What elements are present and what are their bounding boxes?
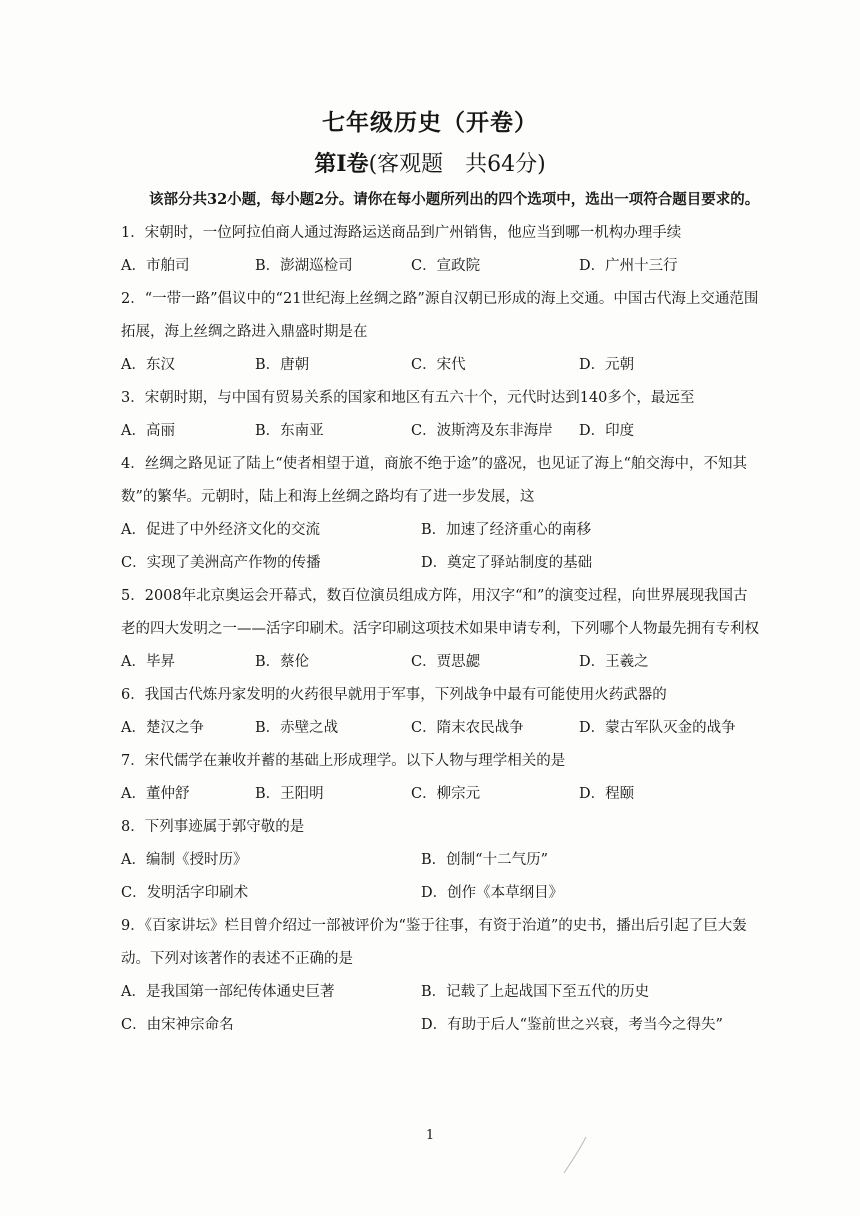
option-c: C．贾思勰 [411,654,481,670]
page-number: 1 [425,1128,435,1143]
option-b: B．东南亚 [255,423,324,439]
question-options [121,514,761,580]
option-d: D．元朝 [579,357,635,373]
option-b: B．王阳明 [255,786,324,802]
option-a: A．东汉 [121,357,175,373]
section-title [0,147,860,178]
option-a: A．编制《授时历》 [121,852,248,868]
option-d: D．蒙古军队灭金的战争 [579,720,736,736]
question-options [121,778,761,811]
option-a: A．楚汉之争 [121,720,204,736]
question-6 [121,679,761,745]
option-a: A．是我国第一部纪传体通史巨著 [121,984,335,1000]
question-1 [121,217,761,283]
option-b: B．澎湖巡检司 [255,258,353,274]
question-4 [121,448,761,580]
question-stem: 5．2008年北京奥运会开幕式，数百位演员组成方阵，用汉字“和”的演变过程，向世界展现我国古老的四大发明之一——活字印刷术。活字印刷这项技术如果申请专利，下列哪个人物最先拥有专利权 [121,588,759,637]
question-7 [121,745,761,811]
option-a: A．董仲舒 [121,786,190,802]
section-instructions: 该部分共32小题，每小题2分。请你在每小题所列出的四个选项中，选出一项符合题目要求的。 [149,191,760,208]
question-stem: 4．丝绸之路见证了陆上“使者相望于道，商旅不绝于途”的盛况，也见证了海上“舶交海中，不知其数”的繁华。元朝时，陆上和海上丝绸之路均有了进一步发展，这 [121,456,747,505]
section-title-main: 第Ⅰ卷 [314,151,369,177]
option-d: D．王羲之 [579,654,649,670]
option-c: C．宣政院 [411,258,481,274]
option-b: B．蔡伦 [255,654,310,670]
option-a: A．毕昇 [121,654,175,670]
exam-title: 七年级历史（开卷） [322,109,538,136]
option-d: D．创作《本草纲目》 [421,885,564,901]
question-options [121,250,761,283]
option-c: C．隋末农民战争 [411,720,524,736]
question-2 [121,283,761,382]
option-d: D．有助于后人“鉴前世之兴衰，考当今之得失” [421,1017,723,1033]
pen-stroke-mark [560,1135,590,1175]
question-options [121,844,761,910]
question-list [121,184,761,1042]
option-d: D．程颐 [579,786,635,802]
option-c: C．由宋神宗命名 [121,1017,234,1033]
question-8 [121,811,761,910]
option-d: D．印度 [579,423,635,439]
question-9 [121,910,761,1042]
question-stem: 6．我国古代炼丹家发明的火药很早就用于军事，下列战争中最有可能使用火药武器的 [121,687,667,703]
question-options [121,415,761,448]
option-c: C．宋代 [411,357,466,373]
option-c: C．波斯湾及东非海岸 [411,423,553,439]
question-options [121,712,761,745]
option-a: A．促进了中外经济文化的交流 [121,522,320,538]
option-b: B．赤壁之战 [255,720,339,736]
question-stem: 8．下列事迹属于郭守敬的是 [121,819,305,835]
question-stem: 3．宋朝时期，与中国有贸易关系的国家和地区有五六十个，元代时达到140多个，最远至 [121,390,695,406]
question-options [121,976,761,1042]
question-5 [121,580,761,679]
option-a: A．市舶司 [121,258,190,274]
option-a: A．高丽 [121,423,175,439]
question-stem: 1．宋朝时，一位阿拉伯商人通过海路运送商品到广州销售，他应当到哪一机构办理手续 [121,225,682,241]
option-c: C．柳宗元 [411,786,481,802]
option-b: B．唐朝 [255,357,310,373]
option-d: D．奠定了驿站制度的基础 [421,555,593,571]
option-c: C．实现了美洲高产作物的传播 [121,555,321,571]
option-b: B．记载了上起战国下至五代的历史 [421,984,650,1000]
question-options [121,646,761,679]
question-options [121,349,761,382]
option-c: C．发明活字印刷术 [121,885,249,901]
question-stem: 2．“一带一路”倡议中的“21世纪海上丝绸之路”源自汉朝已形成的海上交通。中国古代海上交通范围拓展，海上丝绸之路进入鼎盛时期是在 [121,291,759,340]
section-title-detail: (客观题 共64分) [368,152,546,177]
question-stem: 9．《百家讲坛》栏目曾介绍过一部被评价为“鉴于往事，有资于治道”的史书，播出后引起了巨大轰动。下列对该著作的表述不正确的是 [121,918,747,967]
question-3 [121,382,761,448]
option-d: D．广州十三行 [579,258,678,274]
option-b: B．加速了经济重心的南移 [421,522,592,538]
option-b: B．创制“十二气历” [421,852,548,868]
question-stem: 7．宋代儒学在兼收并蓄的基础上形成理学。以下人物与理学相关的是 [121,753,566,769]
